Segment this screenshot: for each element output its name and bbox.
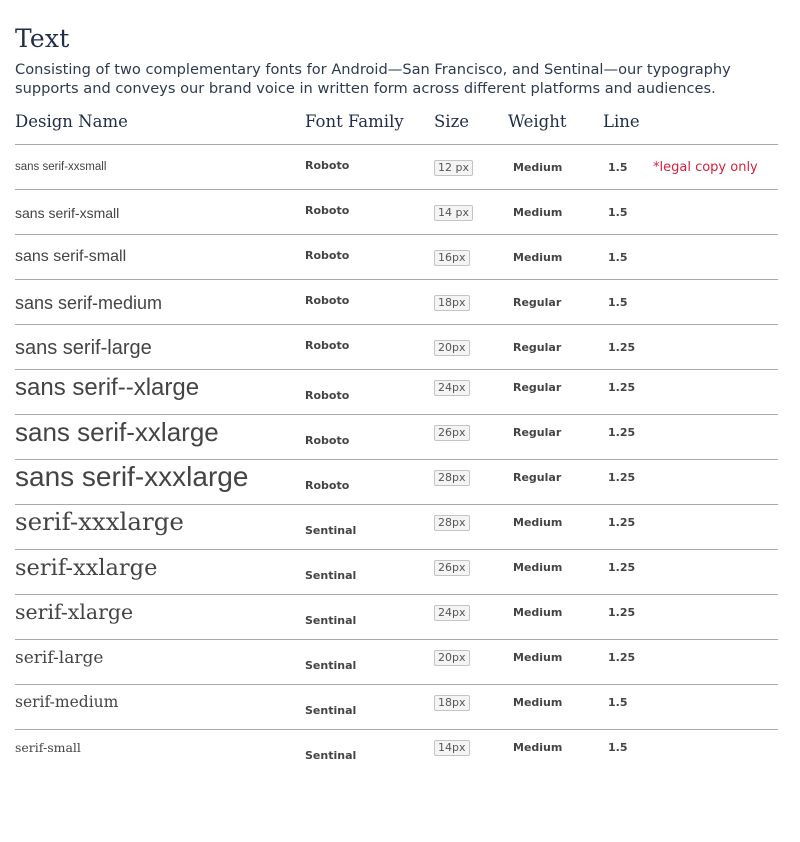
table-row [0,685,800,730]
line-height-cell: 1.25 [608,471,636,484]
line-height-cell: 1.25 [608,426,636,439]
table-row [0,145,800,190]
size-badge: 20px [434,340,470,356]
design-name-cell: sans serif-xsmall [15,205,120,221]
design-name-cell: sans serif-small [15,248,127,265]
line-height-cell: 1.5 [608,296,628,309]
weight-cell: Medium [513,206,563,219]
font-family-cell: Roboto [305,479,350,492]
size-badge: 18px [434,295,470,311]
table-row [0,550,800,595]
design-name-cell: sans serif--xlarge [15,374,200,401]
font-family-cell: Roboto [305,204,350,217]
size-badge: 16px [434,250,470,266]
table-row [0,595,800,640]
size-badge: 14 px [434,205,473,221]
size-badge: 28px [434,470,470,486]
size-badge: 20px [434,650,470,666]
font-family-cell: Sentinal [305,659,357,672]
font-family-cell: Roboto [305,389,350,402]
table-row [0,505,800,550]
font-family-cell: Roboto [305,294,350,307]
weight-cell: Medium [513,651,563,664]
design-name-cell: sans serif-large [15,337,152,359]
design-name-cell: serif-large [15,648,104,668]
font-family-cell: Roboto [305,339,350,352]
font-family-cell: Roboto [305,434,350,447]
size-badge: 18px [434,695,470,711]
table-row [0,730,800,775]
column-header-weight: Weight [508,112,567,131]
size-badge: 24px [434,380,470,396]
weight-cell: Regular [513,471,562,484]
intro-paragraph: Consisting of two complementary fonts for Android—San Francisco, and Sentinal—our typography supports and conveys our brand voice in written form across different platforms and audiences. [15,61,731,97]
design-name-cell: serif-small [15,740,81,755]
column-header-font-family: Font Family [305,112,404,131]
weight-cell: Medium [513,696,563,709]
column-header-size: Size [434,112,470,131]
design-name-cell: sans serif-xxsmall [15,161,107,173]
size-badge: 26px [434,560,470,576]
design-name-cell: serif-xxxlarge [15,507,184,536]
weight-cell: Regular [513,341,562,354]
size-badge: 26px [434,425,470,441]
table-row [0,460,800,505]
size-badge: 24px [434,605,470,621]
column-header-line: Line [603,112,640,131]
line-height-cell: 1.25 [608,561,636,574]
font-family-cell: Roboto [305,249,350,262]
size-badge: 12 px [434,160,473,176]
weight-cell: Medium [513,516,563,529]
page-title: Text [15,24,70,53]
design-name-cell: serif-xlarge [15,600,134,624]
weight-cell: Regular [513,381,562,394]
size-badge: 28px [434,515,470,531]
weight-cell: Medium [513,606,563,619]
line-height-cell: 1.25 [608,341,636,354]
line-height-cell: 1.5 [608,206,628,219]
weight-cell: Medium [513,251,563,264]
line-height-cell: 1.25 [608,651,636,664]
table-row [0,190,800,235]
table-row [0,370,800,415]
design-name-cell: serif-xxlarge [15,555,158,581]
weight-cell: Regular [513,296,562,309]
design-name-cell: sans serif-xxlarge [15,417,219,447]
font-family-cell: Sentinal [305,704,357,717]
legal-copy-note: *legal copy only [653,160,758,175]
column-header-design-name: Design Name [15,112,128,131]
design-name-cell: sans serif-xxxlarge [15,461,249,492]
weight-cell: Medium [513,161,563,174]
line-height-cell: 1.5 [608,741,628,754]
font-family-cell: Sentinal [305,524,357,537]
table-row [0,280,800,325]
design-name-cell: sans serif-medium [15,293,163,313]
weight-cell: Medium [513,561,563,574]
line-height-cell: 1.5 [608,161,628,174]
line-height-cell: 1.25 [608,381,636,394]
table-row [0,415,800,460]
font-family-cell: Sentinal [305,749,357,762]
line-height-cell: 1.5 [608,251,628,264]
design-name-cell: serif-medium [15,693,119,711]
font-family-cell: Sentinal [305,569,357,582]
line-height-cell: 1.25 [608,516,636,529]
table-row [0,640,800,685]
size-badge: 14px [434,740,470,756]
font-family-cell: Roboto [305,159,350,172]
font-family-cell: Sentinal [305,614,357,627]
table-row [0,325,800,370]
line-height-cell: 1.25 [608,606,636,619]
weight-cell: Regular [513,426,562,439]
line-height-cell: 1.5 [608,696,628,709]
table-row [0,235,800,280]
weight-cell: Medium [513,741,563,754]
